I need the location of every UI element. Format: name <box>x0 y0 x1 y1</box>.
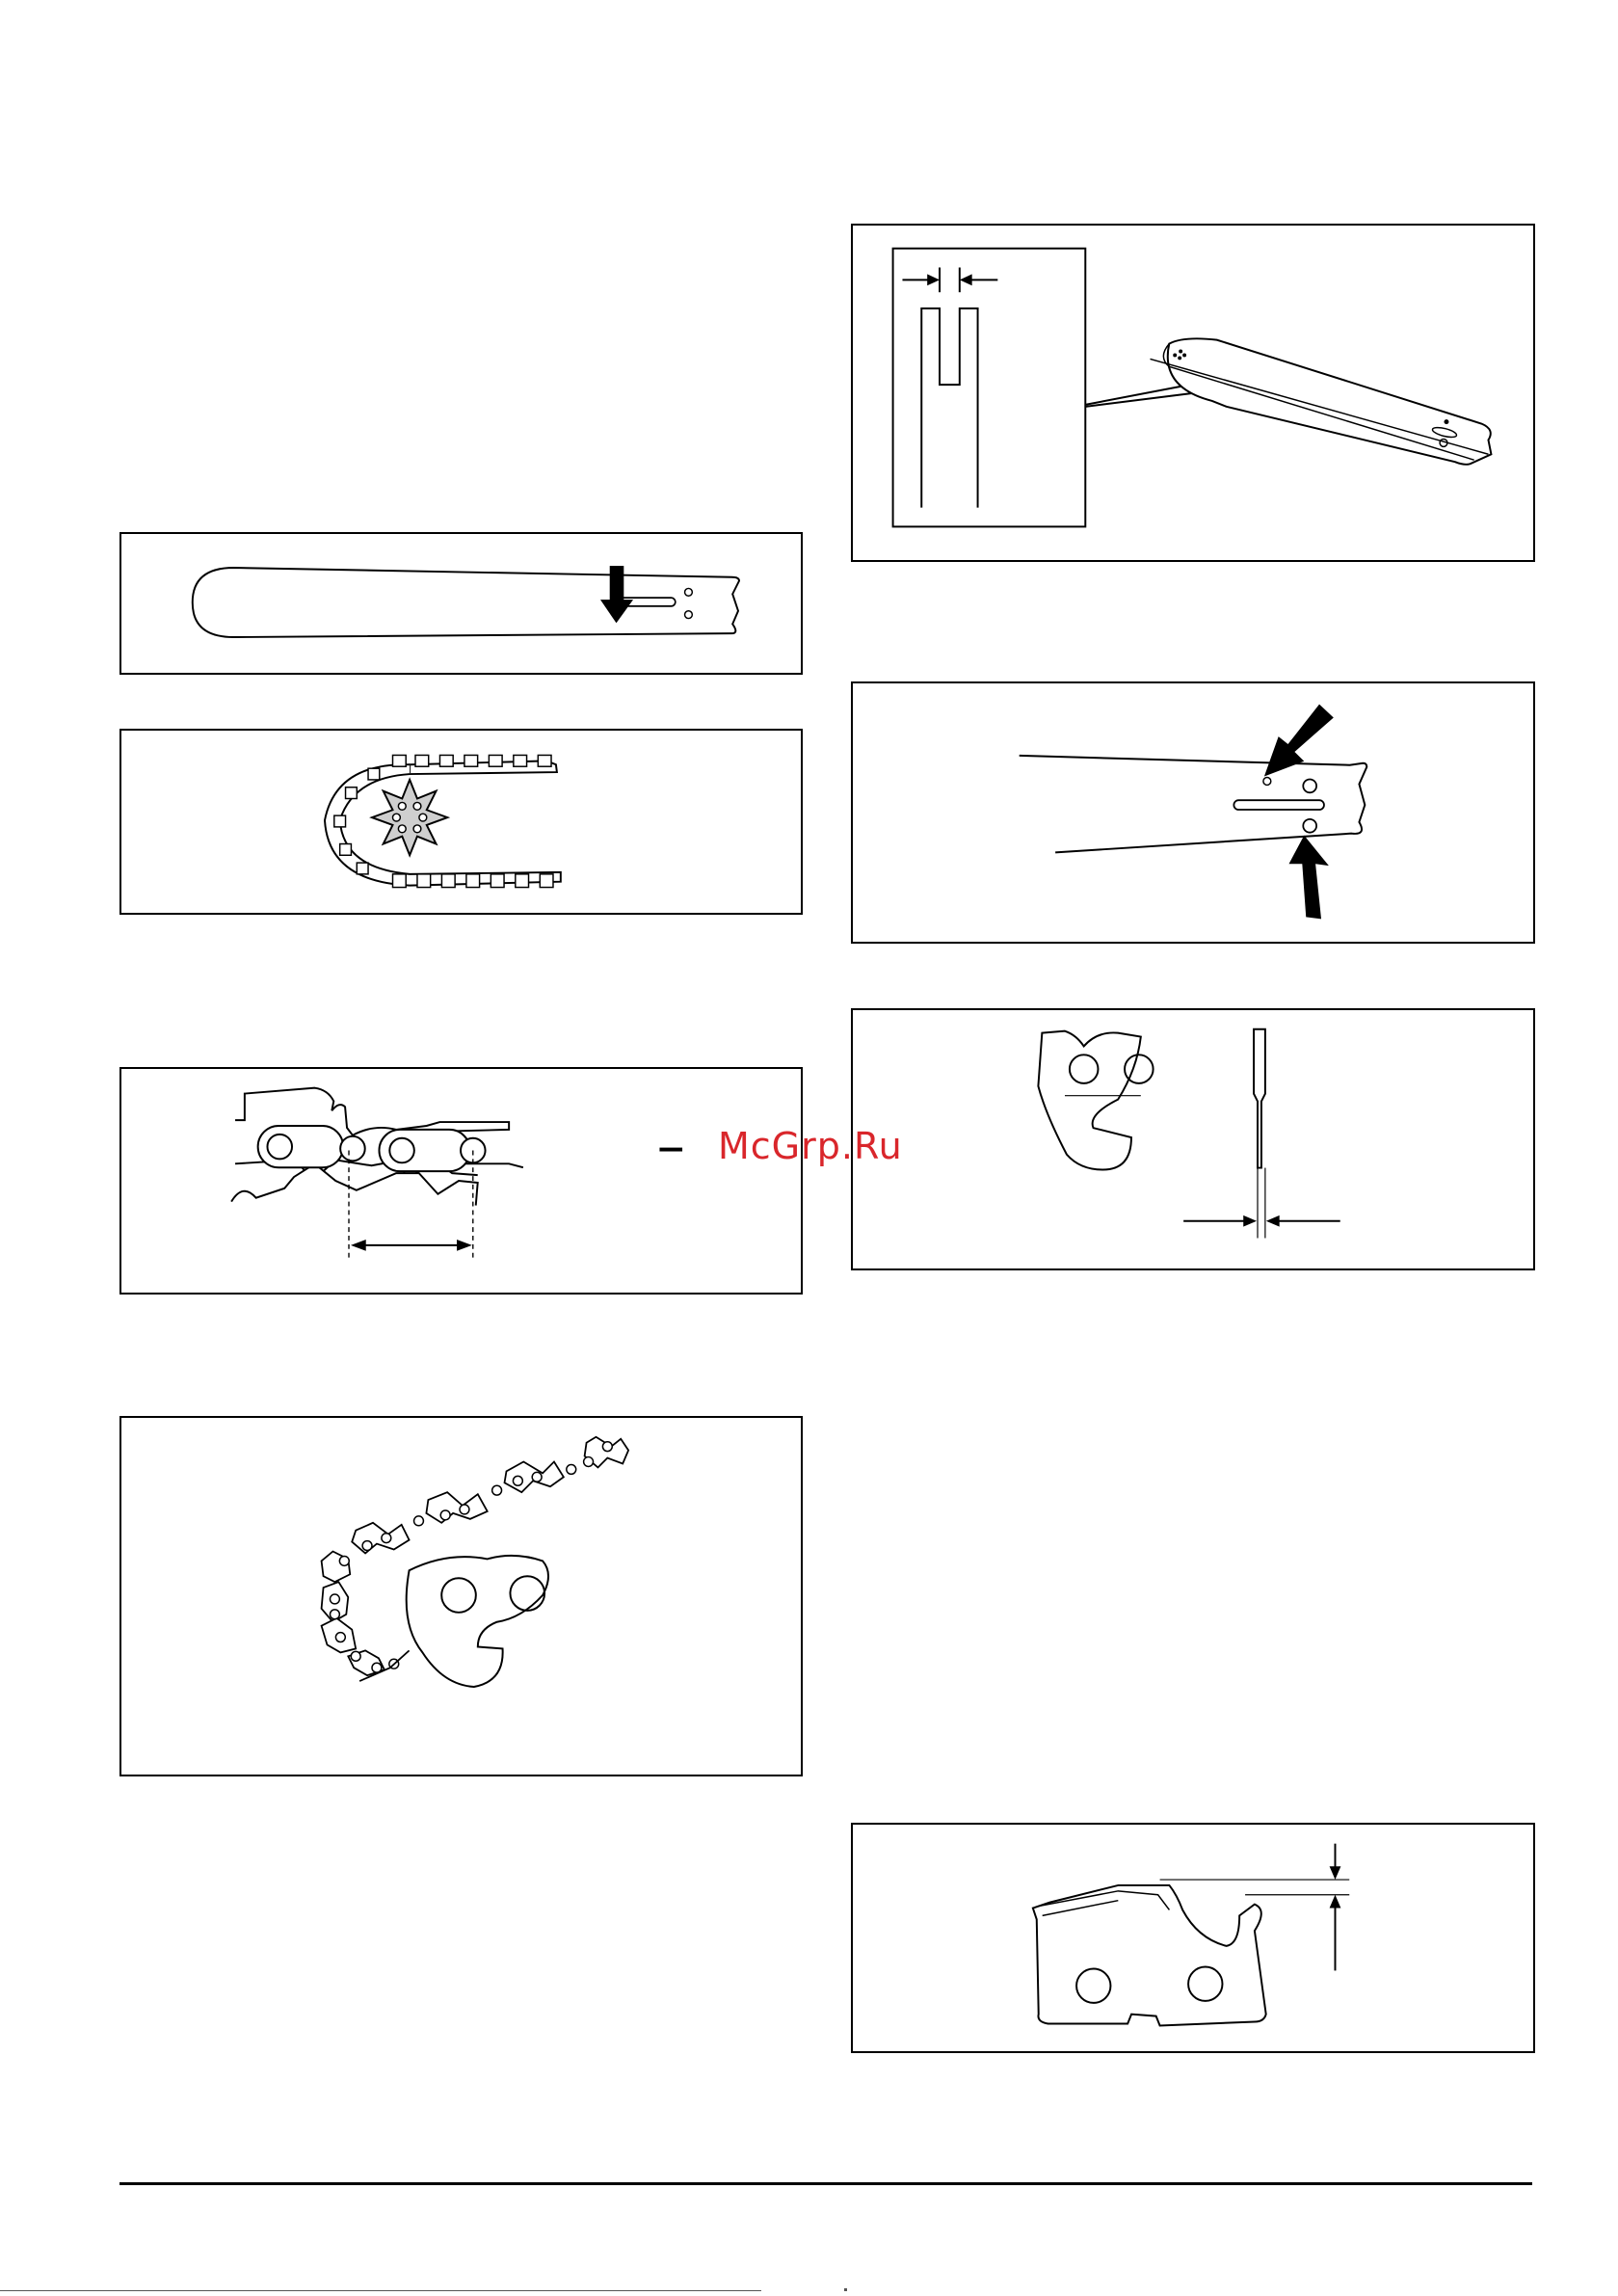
figure-bar-groove-gauge <box>851 224 1535 562</box>
watermark: McGrp.Ru <box>718 1125 903 1167</box>
figure-guide-bar-holes <box>851 681 1535 944</box>
figure-cutter-depth-gauge <box>851 1823 1535 2053</box>
footer-rule <box>119 2182 1532 2185</box>
chain-loop-diagram-icon <box>121 1418 801 1775</box>
bar-arrow-diagram-icon <box>121 534 801 673</box>
cutter-depth-diagram-icon <box>853 1825 1533 2051</box>
figure-guide-bar-marking <box>119 532 803 675</box>
chain-pitch-diagram-icon <box>121 1069 801 1293</box>
bar-holes-diagram-icon <box>853 683 1533 942</box>
bottom-hairline <box>0 2290 761 2291</box>
figure-chain-pitch <box>119 1067 803 1295</box>
figure-drive-link-thickness <box>851 1008 1535 1270</box>
sprocket-diagram-icon <box>121 731 801 913</box>
bar-gauge-diagram-icon <box>853 226 1533 560</box>
figure-sprocket-chain <box>119 729 803 915</box>
bottom-tick <box>844 2288 847 2291</box>
drive-link-gauge-diagram-icon <box>853 1010 1533 1268</box>
figure-chain-drive-link <box>119 1416 803 1776</box>
